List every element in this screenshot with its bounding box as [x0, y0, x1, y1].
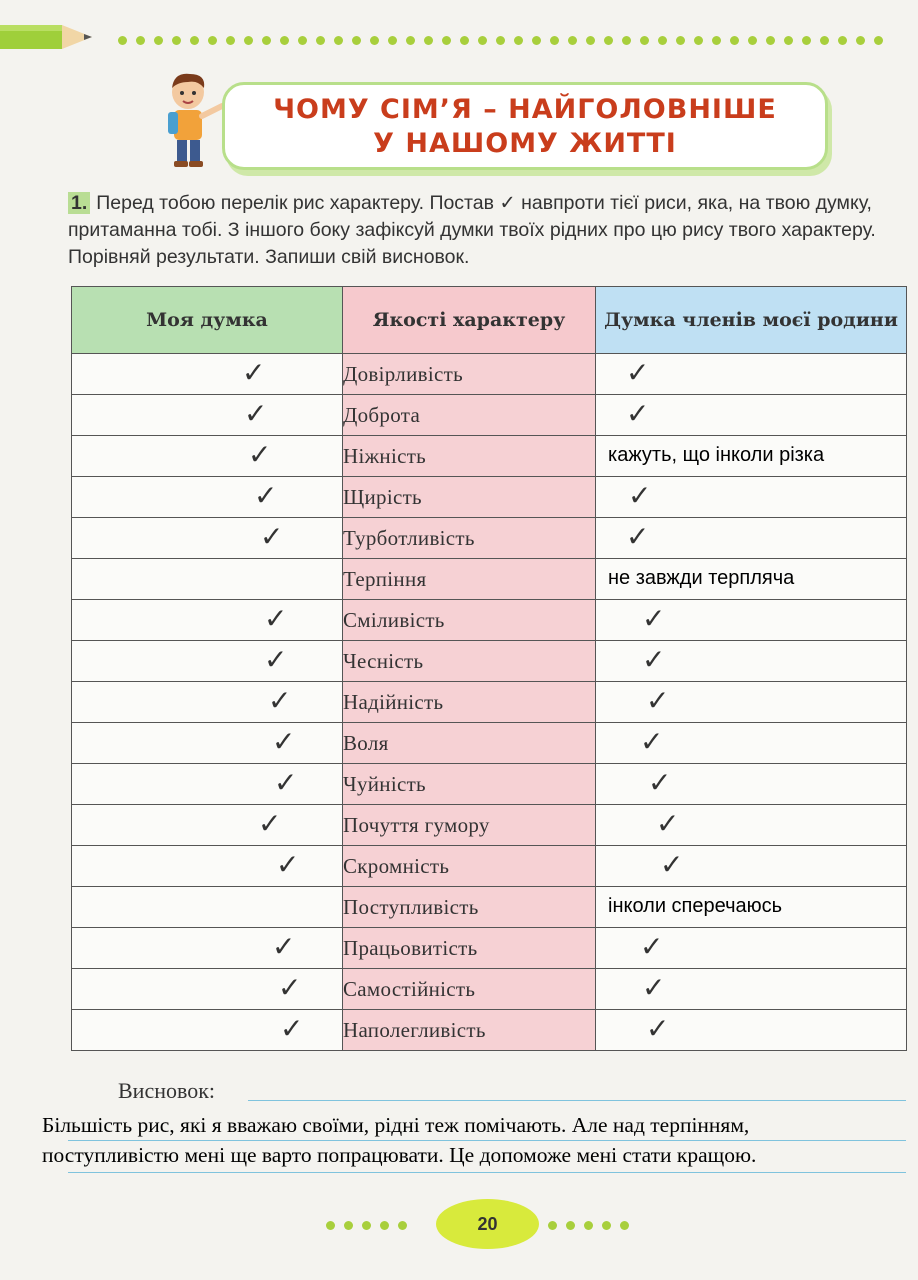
checkmark-icon: ✓	[278, 971, 302, 1004]
decorative-dot	[262, 36, 271, 45]
family-comment: не завжди терпляча	[608, 567, 795, 589]
family-opinion-cell[interactable]	[596, 887, 907, 928]
table-row	[72, 436, 907, 477]
title-banner	[222, 82, 828, 170]
checkmark-icon: ✓	[626, 356, 650, 389]
checkmark-icon: ✓	[626, 397, 650, 430]
conclusion-text	[42, 1110, 918, 1170]
family-opinion-cell[interactable]	[596, 969, 907, 1010]
decorative-dot	[154, 36, 163, 45]
decorative-dot	[280, 36, 289, 45]
checkmark-icon: ✓	[646, 684, 670, 717]
decorative-dot	[784, 36, 793, 45]
decorative-dot	[190, 36, 199, 45]
checkmark-icon: ✓	[646, 1012, 670, 1045]
decorative-dot	[712, 36, 721, 45]
family-opinion-cell[interactable]	[596, 600, 907, 641]
checkmark-icon: ✓	[268, 684, 292, 717]
top-decoration	[0, 18, 918, 58]
my-opinion-cell[interactable]	[72, 395, 343, 436]
header-family-opinion: Думка членів моєї родини	[596, 287, 907, 354]
decorative-dot	[604, 36, 613, 45]
quality-name: Воля	[343, 723, 596, 764]
my-opinion-cell[interactable]	[72, 436, 343, 477]
checkmark-icon: ✓	[648, 766, 672, 799]
table-row	[72, 723, 907, 764]
quality-name: Скромність	[343, 846, 596, 887]
my-opinion-cell[interactable]	[72, 805, 343, 846]
family-opinion-cell[interactable]	[596, 559, 907, 600]
decorative-dot	[640, 36, 649, 45]
my-opinion-cell[interactable]	[72, 477, 343, 518]
checkmark-icon: ✓	[264, 602, 288, 635]
my-opinion-cell[interactable]	[72, 969, 343, 1010]
quality-name: Поступливість	[343, 887, 596, 928]
decorative-dot	[748, 36, 757, 45]
quality-name: Турботливість	[343, 518, 596, 559]
decorative-dot	[766, 36, 775, 45]
decorative-dot	[172, 36, 181, 45]
family-opinion-cell[interactable]	[596, 682, 907, 723]
checkmark-icon: ✓	[642, 971, 666, 1004]
checkmark-icon: ✓	[628, 479, 652, 512]
table-row	[72, 887, 907, 928]
page-title-line1: ЧОМУ СІМ’Я – НАЙГОЛОВНІШЕ	[273, 94, 777, 125]
decorative-dot	[424, 36, 433, 45]
table-row	[72, 682, 907, 723]
decorative-dot	[244, 36, 253, 45]
checkmark-icon: ✓	[264, 643, 288, 676]
quality-name: Довірливість	[343, 354, 596, 395]
decorative-dot	[496, 36, 505, 45]
quality-name: Чуйність	[343, 764, 596, 805]
decorative-dot	[856, 36, 865, 45]
bottom-dots-left	[326, 1217, 416, 1235]
family-opinion-cell[interactable]	[596, 1010, 907, 1051]
conclusion-line-2: поступливістю мені ще варто попрацювати. Це допоможе мені стати кращою.	[42, 1143, 757, 1167]
decorative-dot	[478, 36, 487, 45]
decorative-dot	[316, 36, 325, 45]
decorative-dot	[406, 36, 415, 45]
quality-name: Самостійність	[343, 969, 596, 1010]
table-row	[72, 395, 907, 436]
my-opinion-cell[interactable]	[72, 887, 343, 928]
header-qualities: Якості характеру	[343, 287, 596, 354]
decorative-dot	[568, 36, 577, 45]
page-number: 20	[436, 1199, 539, 1249]
writing-line	[248, 1100, 906, 1101]
my-opinion-cell[interactable]	[72, 764, 343, 805]
checkmark-icon: ✓	[640, 725, 664, 758]
table-row	[72, 1010, 907, 1051]
family-opinion-cell[interactable]	[596, 723, 907, 764]
table-row	[72, 354, 907, 395]
checkmark-icon: ✓	[640, 930, 664, 963]
checkmark-icon: ✓	[626, 520, 650, 553]
family-opinion-cell[interactable]	[596, 436, 907, 477]
decorative-dot	[334, 36, 343, 45]
checkmark-icon: ✓	[656, 807, 680, 840]
decorative-dot	[838, 36, 847, 45]
family-opinion-cell[interactable]	[596, 518, 907, 559]
decorative-dot	[820, 36, 829, 45]
quality-name: Наполегливість	[343, 1010, 596, 1051]
checkmark-icon: ✓	[258, 807, 282, 840]
table-row	[72, 641, 907, 682]
family-opinion-cell[interactable]	[596, 354, 907, 395]
table-row	[72, 764, 907, 805]
decorative-dot	[532, 36, 541, 45]
quality-name: Почуття гумору	[343, 805, 596, 846]
quality-name: Надійність	[343, 682, 596, 723]
table-row	[72, 477, 907, 518]
decorative-dot	[622, 36, 631, 45]
my-opinion-cell[interactable]	[72, 518, 343, 559]
quality-name: Чесність	[343, 641, 596, 682]
checkmark-icon: ✓	[272, 725, 296, 758]
decorative-dot	[352, 36, 361, 45]
decorative-dot	[874, 36, 883, 45]
decorative-dot	[226, 36, 235, 45]
checkmark-icon: ✓	[280, 1012, 304, 1045]
decorative-dot	[586, 36, 595, 45]
quality-name: Сміливість	[343, 600, 596, 641]
checkmark-icon: ✓	[274, 766, 298, 799]
checkmark-icon: ✓	[642, 602, 666, 635]
checkmark-icon: ✓	[276, 848, 300, 881]
decorative-dot	[514, 36, 523, 45]
decorative-dot	[730, 36, 739, 45]
table-row	[72, 969, 907, 1010]
family-comment: інколи сперечаюсь	[608, 895, 783, 917]
pencil-icon	[0, 22, 108, 52]
decorative-dot	[370, 36, 379, 45]
decorative-dot	[658, 36, 667, 45]
my-opinion-cell[interactable]	[72, 723, 343, 764]
table-row	[72, 559, 907, 600]
task-text: Перед тобою перелік рис характеру. Постав ✓ навпроти тієї риси, яка, на твою думку, притаманна тобі. З іншого боку зафіксуй думки твоїх рідних про цю рису твого характеру. Порівняй результати. Запиши свій висновок.	[68, 192, 876, 268]
top-dot-row	[118, 32, 892, 50]
checkmark-icon: ✓	[660, 848, 684, 881]
family-opinion-cell[interactable]	[596, 846, 907, 887]
my-opinion-cell[interactable]	[72, 559, 343, 600]
family-opinion-cell[interactable]	[596, 928, 907, 969]
decorative-dot	[208, 36, 217, 45]
quality-name: Ніжність	[343, 436, 596, 477]
checkmark-icon: ✓	[244, 397, 268, 430]
decorative-dot	[676, 36, 685, 45]
table-row	[72, 846, 907, 887]
decorative-dot	[802, 36, 811, 45]
table-header-row	[72, 287, 907, 354]
my-opinion-cell[interactable]	[72, 846, 343, 887]
family-opinion-cell[interactable]	[596, 395, 907, 436]
family-opinion-cell[interactable]	[596, 477, 907, 518]
decorative-dot	[298, 36, 307, 45]
task-number: 1.	[68, 192, 90, 214]
decorative-dot	[118, 36, 127, 45]
table-row	[72, 600, 907, 641]
my-opinion-cell[interactable]	[72, 354, 343, 395]
checkmark-icon: ✓	[272, 930, 296, 963]
conclusion-label: Висновок:	[118, 1078, 216, 1103]
bottom-dots-right	[548, 1217, 638, 1235]
family-opinion-cell[interactable]	[596, 805, 907, 846]
my-opinion-cell[interactable]	[72, 600, 343, 641]
qualities-table	[71, 286, 907, 1051]
decorative-dot	[694, 36, 703, 45]
table-row	[72, 518, 907, 559]
family-opinion-cell[interactable]	[596, 764, 907, 805]
my-opinion-cell[interactable]	[72, 682, 343, 723]
task-instructions	[68, 190, 908, 271]
checkmark-icon: ✓	[642, 643, 666, 676]
quality-name: Доброта	[343, 395, 596, 436]
family-comment: кажуть, що інколи різка	[608, 444, 825, 466]
family-opinion-cell[interactable]	[596, 641, 907, 682]
my-opinion-cell[interactable]	[72, 928, 343, 969]
checkmark-icon: ✓	[260, 520, 284, 553]
decorative-dot	[550, 36, 559, 45]
writing-line	[68, 1172, 906, 1173]
conclusion-line-1: Більшість рис, які я вважаю своїми, рідні теж помічають. Але над терпінням,	[42, 1113, 750, 1137]
decorative-dot	[460, 36, 469, 45]
quality-name: Працьовитість	[343, 928, 596, 969]
decorative-dot	[442, 36, 451, 45]
decorative-dot	[136, 36, 145, 45]
page-title-line2: У НАШОМУ ЖИТТІ	[373, 128, 677, 159]
checkmark-icon: ✓	[254, 479, 278, 512]
boy-illustration	[160, 70, 230, 170]
table-row	[72, 928, 907, 969]
quality-name: Щирість	[343, 477, 596, 518]
quality-name: Терпіння	[343, 559, 596, 600]
checkmark-icon: ✓	[248, 438, 272, 471]
decorative-dot	[388, 36, 397, 45]
table-row	[72, 805, 907, 846]
my-opinion-cell[interactable]	[72, 641, 343, 682]
checkmark-icon: ✓	[242, 356, 266, 389]
header-my-opinion: Моя думка	[72, 287, 343, 354]
my-opinion-cell[interactable]	[72, 1010, 343, 1051]
